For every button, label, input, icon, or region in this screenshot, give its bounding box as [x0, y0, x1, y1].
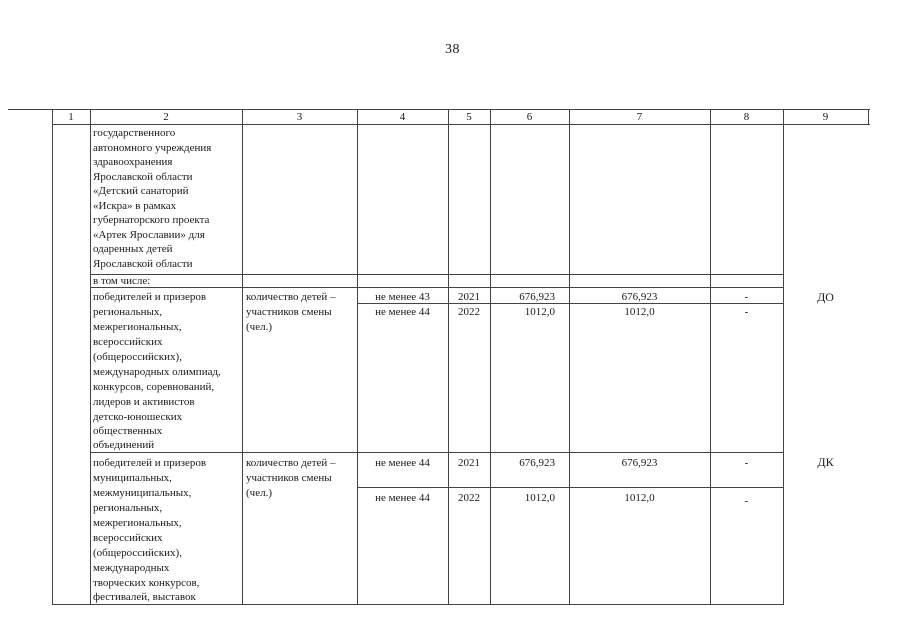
target-value: не менее 44	[375, 306, 430, 318]
row-description-line: объединений	[93, 439, 155, 451]
row-description-line: общественных	[93, 425, 163, 437]
row-indicator-line: (чел.)	[246, 487, 272, 499]
row-indicator-line: участников смены	[246, 306, 332, 318]
header-col-5: 5	[466, 111, 472, 123]
row-description-line: международных олимпиад,	[93, 366, 221, 378]
year: 2022	[458, 492, 480, 504]
executor-code: ДО	[817, 290, 834, 304]
row-description-line: лидеров и активистов	[93, 396, 195, 408]
row-description-line: региональных,	[93, 502, 163, 514]
row-description-line: межмуниципальных,	[93, 487, 192, 499]
header-col-4: 4	[399, 111, 406, 123]
row-description-line: (общероссийских),	[93, 351, 182, 363]
header-col-7: 7	[636, 111, 643, 123]
intro-line: губернаторского проекта	[93, 214, 210, 226]
row-description-line: конкурсов, соревнований,	[93, 381, 215, 393]
header-col-8: 8	[743, 111, 750, 123]
row-description-line: межрегиональных,	[93, 321, 182, 333]
target-value: не менее 44	[375, 457, 430, 469]
row-indicator-line: количество детей –	[246, 291, 336, 303]
intro-line: «Детский санаторий	[93, 185, 189, 197]
intro-line: автономного учреждения	[93, 141, 212, 154]
intro-line: Ярославской области	[93, 257, 193, 270]
row-description-line: (общероссийских),	[93, 547, 182, 559]
header-col-9: 9	[822, 111, 829, 123]
year: 2021	[458, 457, 480, 469]
intro-subheading: в том числе:	[93, 275, 151, 287]
row-description-line: всероссийских	[93, 336, 163, 348]
row-description-line: муниципальных,	[93, 472, 172, 484]
col8-value: -	[744, 306, 749, 318]
row-indicator-line: (чел.)	[246, 321, 272, 333]
col8-value: -	[744, 457, 749, 469]
row-indicator-line: количество детей –	[246, 457, 336, 469]
row-description-line: международных	[93, 562, 170, 574]
col8-value: -	[744, 291, 749, 303]
target-value: не менее 43	[375, 291, 430, 303]
row-description-line: фестивалей, выставок	[93, 591, 196, 603]
year: 2022	[458, 306, 480, 318]
col7-value: 1012,0	[624, 306, 655, 318]
header-col-3: 3	[296, 111, 303, 123]
page-number: 38	[445, 42, 460, 57]
header-col-6: 6	[526, 111, 533, 123]
row-description-line: всероссийских	[93, 532, 163, 544]
row-description-line: региональных,	[93, 306, 163, 318]
header-col-1: 1	[68, 111, 74, 123]
row-description-line: творческих конкурсов,	[93, 577, 200, 589]
intro-line: «Артек Ярославии» для	[93, 228, 205, 241]
intro-line: здравоохранения	[93, 156, 173, 168]
header-col-2: 2	[163, 111, 169, 123]
col6-value: 1012,0	[524, 306, 555, 318]
intro-line: государственного	[93, 127, 176, 139]
col6-value: 1012,0	[524, 492, 555, 504]
row-description-line: межрегиональных,	[93, 517, 182, 529]
row-description-line: победителей и призеров	[93, 291, 207, 303]
row-description-line: победителей и призеров	[93, 457, 207, 469]
executor-code: ДК	[817, 455, 834, 469]
intro-line: Ярославской области	[93, 170, 193, 183]
row-indicator-line: участников смены	[246, 472, 332, 484]
col8-value: -	[744, 495, 749, 507]
col7-value: 676,923	[621, 457, 658, 469]
intro-line: «Искра» в рамках	[93, 199, 177, 212]
row-description-line: детско-юношеских	[93, 411, 183, 423]
year: 2021	[458, 291, 480, 303]
col7-value: 1012,0	[624, 492, 655, 504]
col6-value: 676,923	[519, 457, 555, 469]
target-value: не менее 44	[375, 492, 430, 504]
intro-line: одаренных детей	[93, 243, 173, 255]
col6-value: 676,923	[519, 291, 555, 303]
col7-value: 676,923	[621, 291, 658, 303]
